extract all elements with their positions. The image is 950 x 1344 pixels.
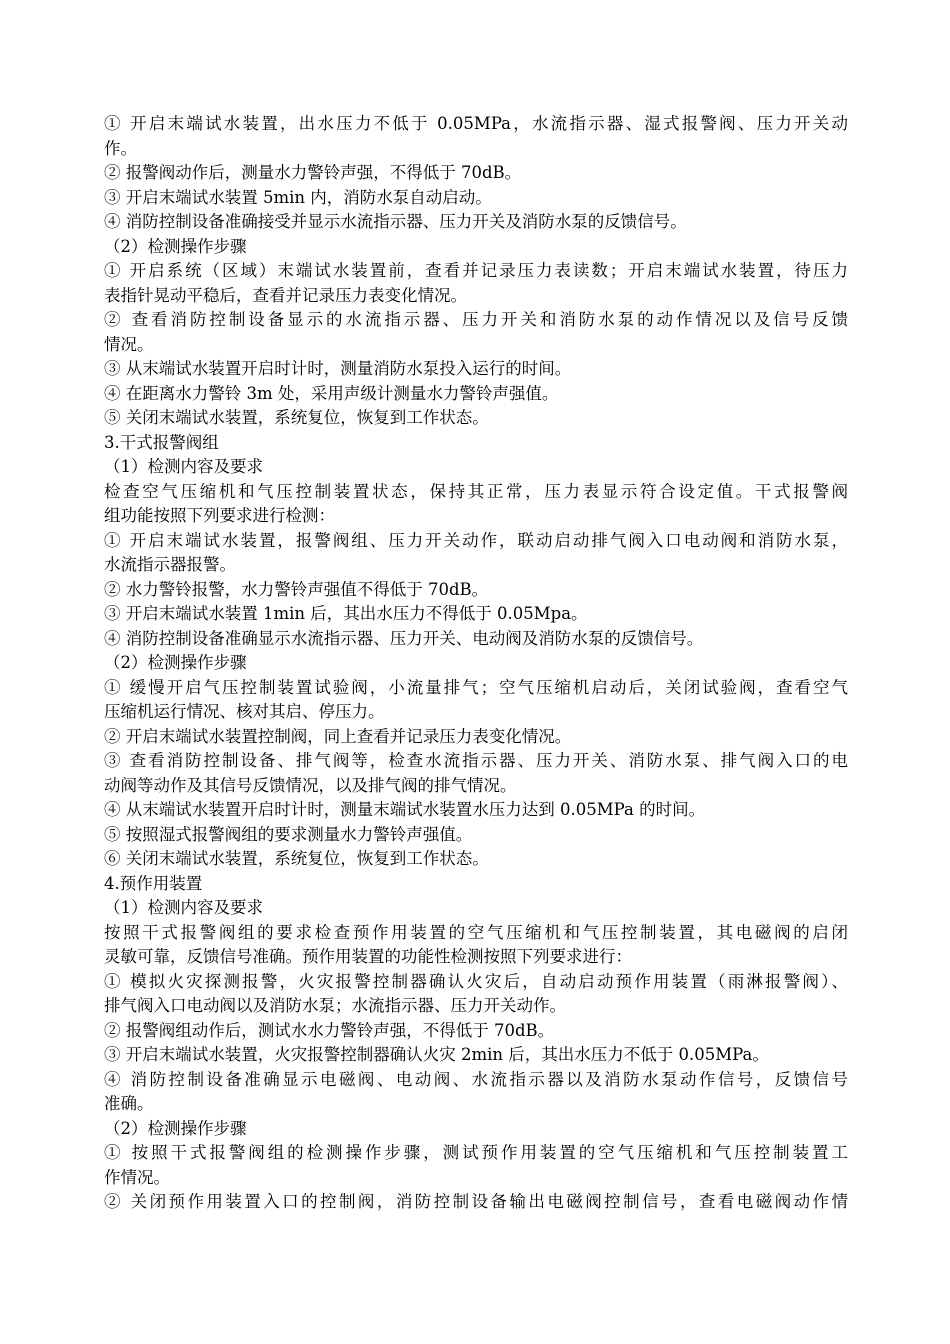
text-line: （2）检测操作步骤 xyxy=(104,653,247,672)
document-page xyxy=(104,112,848,1215)
text-line: ② 报警阀动作后，测量水力警铃声强，不得低于 70dB。 xyxy=(104,163,522,182)
text-line: 准确。 xyxy=(104,1094,154,1113)
text-line: 作。 xyxy=(104,138,137,158)
text-line: 动阀等动作及其信号反馈情况，以及排气阀的排气情况。 xyxy=(104,775,517,795)
text-line: 压缩机运行情况、核对其启、停压力。 xyxy=(104,702,385,721)
text-line: ③ 开启末端试水装置 5min 内，消防水泵自动启动。 xyxy=(104,187,492,207)
text-line: ⑤ 关闭末端试水装置，系统复位，恢复到工作状态。 xyxy=(104,408,489,427)
text-line: ⑥ 关闭末端试水装置，系统复位，恢复到工作状态。 xyxy=(104,849,489,868)
text-line: 作情况。 xyxy=(104,1167,170,1187)
text-line: 4.预作用装置 xyxy=(104,873,203,893)
text-line: ③ 查看消防控制设备、排气阀等，检查水流指示器、压力开关、消防水泵、排气阀入口的电 xyxy=(104,751,848,770)
text-line: ① 按照干式报警阀组的检测操作步骤，测试预作用装置的空气压缩机和气压控制装置工 xyxy=(104,1143,848,1162)
text-line: ① 开启末端试水装置，报警阀组、压力开关动作，联动启动排气阀入口电动阀和消防水泵， xyxy=(104,530,848,550)
text-line: （2）检测操作步骤 xyxy=(104,1118,247,1138)
text-line: ② 报警阀组动作后，测试水水力警铃声强，不得低于 70dB。 xyxy=(104,1020,555,1040)
text-line: ② 关闭预作用装置入口的控制阀，消防控制设备输出电磁阀控制信号，查看电磁阀动作情 xyxy=(104,1192,848,1211)
text-line: ④ 消防控制设备准确接受并显示水流指示器、压力开关及消防水泵的反馈信号。 xyxy=(104,212,687,231)
text-line: 3.干式报警阀组 xyxy=(104,432,219,452)
text-line: ④ 消防控制设备准确显示电磁阀、电动阀、水流指示器以及消防水泵动作信号，反馈信号 xyxy=(104,1069,848,1089)
text-line: ③ 开启末端试水装置，火灾报警控制器确认火灾 2min 后，其出水压力不低于 0.05MPa。 xyxy=(104,1045,769,1064)
text-line: ① 缓慢开启气压控制装置试验阀，小流量排气；空气压缩机启动后，关闭试验阀，查看空气 xyxy=(104,677,848,697)
text-line: ② 查看消防控制设备显示的水流指示器、压力开关和消防水泵的动作情况以及信号反馈 xyxy=(104,310,848,329)
text-line: ① 开启末端试水装置，出水压力不低于 0.05MPa，水流指示器、湿式报警阀、压力开关动 xyxy=(104,114,848,133)
text-line: ① 模拟火灾探测报警，火灾报警控制器确认火灾后，自动启动预作用装置（雨淋报警阀）、 xyxy=(104,971,848,991)
text-line: 检查空气压缩机和气压控制装置状态，保持其正常，压力表显示符合设定值。干式报警阀 xyxy=(104,481,848,501)
text-line: 按照干式报警阀组的要求检查预作用装置的空气压缩机和气压控制装置，其电磁阀的启闭 xyxy=(104,922,848,942)
text-line: ④ 在距离水力警铃 3m 处，采用声级计测量水力警铃声强值。 xyxy=(104,383,559,403)
text-line: ④ 消防控制设备准确显示水流指示器、压力开关、电动阀及消防水泵的反馈信号。 xyxy=(104,628,704,648)
text-line: 水流指示器报警。 xyxy=(104,555,236,574)
text-line: （1）检测内容及要求 xyxy=(104,898,263,917)
text-line: 表指针晃动平稳后，查看并记录压力表变化情况。 xyxy=(104,285,467,305)
text-line: ⑤ 按照湿式报警阀组的要求测量水力警铃声强值。 xyxy=(104,824,473,844)
text-line: 灵敏可靠，反馈信号准确。预作用装置的功能性检测按照下列要求进行： xyxy=(104,947,632,966)
text-line: ④ 从末端试水装置开启时计时，测量末端试水装置水压力达到 0.05MPa 的时间。 xyxy=(104,800,706,819)
text-line: ① 开启系统（区域）末端试水装置前，查看并记录压力表读数；开启末端试水装置，待压力 xyxy=(104,261,848,280)
text-line: （2）检测操作步骤 xyxy=(104,236,247,256)
text-line: ② 水力警铃报警，水力警铃声强值不得低于 70dB。 xyxy=(104,579,489,599)
text-line: ② 开启末端试水装置控制阀，同上查看并记录压力表变化情况。 xyxy=(104,726,572,746)
text-line: 排气阀入口电动阀以及消防水泵；水流指示器、压力开关动作。 xyxy=(104,996,566,1015)
text-line: ③ 从末端试水装置开启时计时，测量消防水泵投入运行的时间。 xyxy=(104,359,572,378)
text-line: （1）检测内容及要求 xyxy=(104,457,263,476)
text-line: ③ 开启末端试水装置 1min 后，其出水压力不得低于 0.05Mpa。 xyxy=(104,604,588,623)
text-line: 情况。 xyxy=(104,334,154,354)
text-line: 组功能按照下列要求进行检测： xyxy=(104,506,335,525)
